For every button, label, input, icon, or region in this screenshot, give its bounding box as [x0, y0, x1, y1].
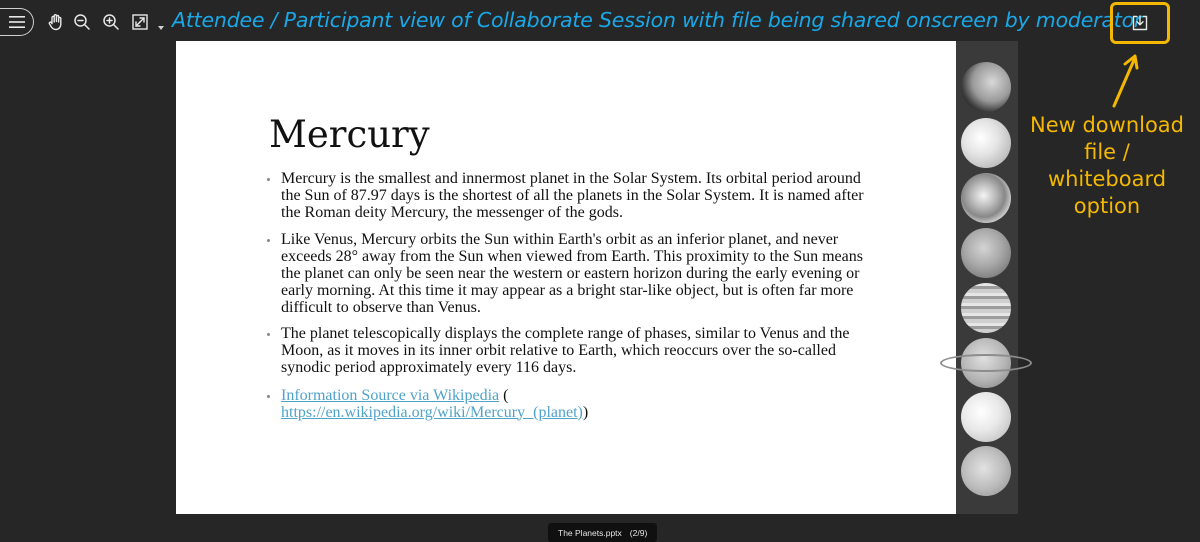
annotation-arrow [1100, 50, 1150, 110]
source-url-link[interactable]: https://en.wikipedia.org/wiki/Mercury_(planet) [281, 403, 583, 421]
menu-button[interactable] [0, 8, 34, 36]
thumbnail-saturn[interactable] [961, 338, 1011, 388]
thumbnail-mars[interactable] [961, 228, 1011, 278]
download-button[interactable] [1110, 2, 1170, 44]
slide-title: Mercury [269, 113, 430, 156]
shared-slide [176, 41, 956, 514]
fit-to-screen-button[interactable] [130, 12, 150, 32]
bullet-item: The planet telescopically displays the complete range of phases, similar to Venus and the Moon, as it moves in its inner orbit relative to Earth, which reoccurs over the so-called synodic period approximately every 116 days. [264, 326, 864, 376]
bullet-item: Like Venus, Mercury orbits the Sun within Earth's orbit as an inferior planet, and never exceeds 28° away from the Sun when viewed from Earth. This proximity to the Sun means the planet can only be seen near the western or eastern horizon during the early evening or early morning. At this time it may appear as a bright star-like object, but is often far more difficult to observe than Venus. [264, 232, 864, 316]
hand-pan-icon [46, 12, 66, 32]
slide-bullets [264, 171, 864, 421]
tools-dropdown-caret[interactable] [157, 18, 165, 24]
zoom-in-icon [101, 12, 121, 32]
source-link[interactable]: Information Source via Wikipedia [281, 386, 500, 404]
slide-thumbnail-strip [956, 41, 1018, 514]
thumbnail-venus[interactable] [961, 118, 1011, 168]
pan-tool-button[interactable] [46, 12, 66, 32]
caret-down-icon [157, 25, 165, 31]
download-icon [1131, 14, 1149, 32]
file-page-indicator [548, 523, 657, 542]
bullet-item: Mercury is the smallest and innermost planet in the Solar System. Its orbital period around the Sun of 87.97 days is the shortest of all the planets in the Solar System. It is named after the Roman deity Mercury, the messenger of the gods. [264, 171, 864, 221]
file-name: The Planets.pptx [558, 527, 622, 538]
source-open-paren: ( [499, 386, 509, 404]
annotation-note: New download file / whiteboard option [1029, 113, 1185, 218]
thumbnail-jupiter[interactable] [961, 283, 1011, 333]
zoom-in-button[interactable] [101, 12, 121, 32]
hamburger-icon [9, 16, 25, 28]
zoom-out-icon [72, 12, 92, 32]
zoom-out-button[interactable] [72, 12, 92, 32]
annotation-title: Attendee / Participant view of Collaborate Session with file being shared onscreen by moderator [172, 8, 1143, 32]
thumbnail-uranus[interactable] [961, 392, 1011, 442]
fit-to-screen-icon [130, 12, 150, 32]
source-close-paren: ) [582, 403, 589, 421]
thumbnail-neptune[interactable] [961, 446, 1011, 496]
thumbnail-earth[interactable] [961, 173, 1011, 223]
thumbnail-mercury[interactable] [961, 62, 1011, 112]
saturn-ring [940, 354, 1032, 372]
source-bullet [264, 388, 864, 422]
page-counter: (2/9) [629, 527, 648, 538]
